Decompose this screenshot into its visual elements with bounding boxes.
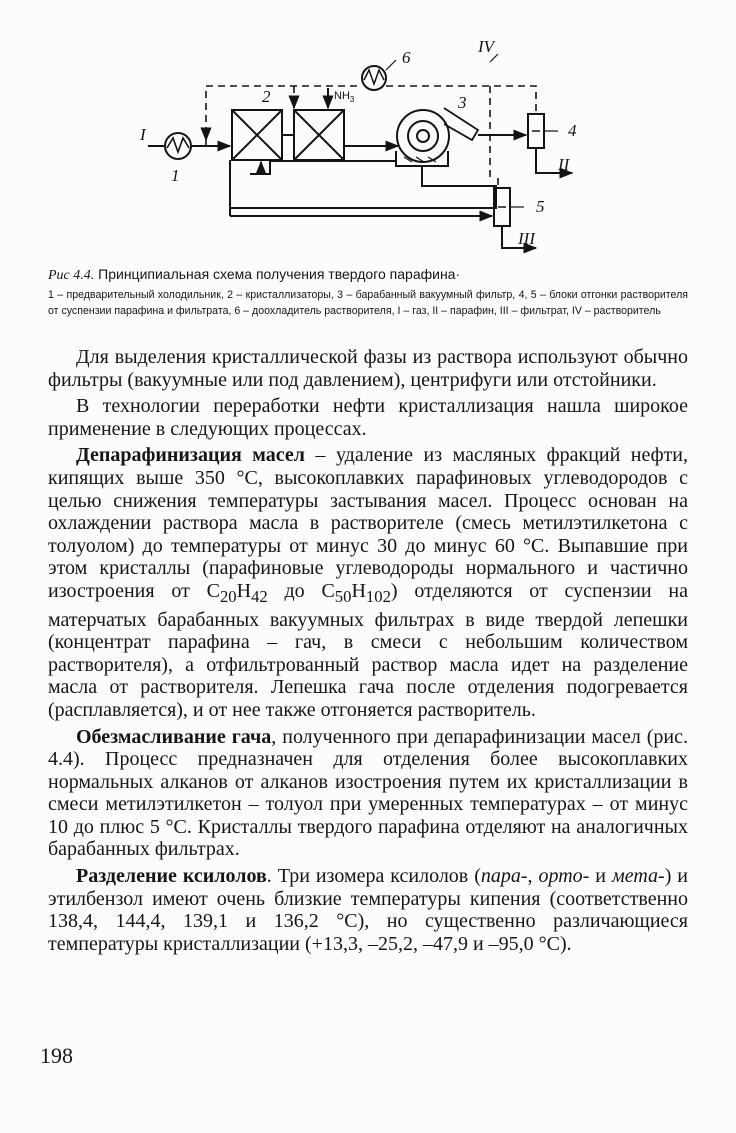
label-II: II — [558, 155, 570, 174]
p3-part-a: – удаление из масляных фракций нефти, кипящих выше 350 °С, высокоплавких парафиновых углеводородов с целью снижения температуры застывания масел. Процесс основан на охлаждении раствора масла в растворителе (смесь метилэтилкетона с толуолом) до температуры от минус 30 до минус 60 °С. Выпавшие при этом кристаллы (парафиновые углеводороды нормального и частично изостроения от — [48, 444, 688, 602]
term-xylene-separation: Разделение ксилолов — [76, 865, 267, 888]
recycle-line — [250, 161, 396, 174]
term-deoiling: Обезмасливание гача — [76, 725, 272, 748]
label-3: 3 — [458, 93, 467, 112]
figure-caption — [48, 265, 688, 319]
p3-mid: до — [267, 579, 322, 602]
p4-text: , полученного при депарафинизации масел (рис. 4.4). Процесс предназначен для отделения более высокоплавких нормальных алканов от алканов изостроения путем их кристаллизации в смеси метилэтилкетон – толуол при умеренных температурах – от минус 10 до плюс 5 °С. Кристаллы твердого парафина отделяют на аналогичных барабанных фильтрах. — [48, 725, 688, 861]
crystallizer-2b — [294, 110, 344, 160]
label-4: 4 — [568, 121, 577, 140]
caption-legend: 1 – предварительный холодильник, 2 – кристаллизаторы, 3 – барабанный вакуумный фильтр, 4, 5 – блоки отгонки растворителя от суспензии парафина и фильтрата, 6 – доохладитель растворителя, I – газ, II – парафин, III – фильтрат, IV – растворитель — [48, 289, 688, 317]
label-III: III — [518, 229, 535, 248]
label-6: 6 — [402, 48, 411, 67]
caption-title-text: Принципиальная схема получения твердого парафина· — [98, 266, 461, 282]
label-1: 1 — [171, 166, 180, 185]
process-diagram — [46, 36, 696, 268]
body-text — [48, 346, 688, 959]
paragraph-5: Разделение ксилолов. Три изомера ксилолов (пара-, орто- и мета-) и этилбензол имеют очень близкие температуры кипения (соответственно 138,4, 144,4, 139,1 и 136,2 °С), но существенно различающиеся температуры кристаллизации (+13,3, –25,2, –47,9 и –95,0 °С). — [48, 865, 689, 955]
solvent-stripper-4 — [528, 114, 558, 148]
paragraph-1: Для выделения кристаллической фазы из раствора используют обычно фильтры (вакуумные или под давлением), центрифуги или отстойники. — [48, 346, 688, 391]
label-2: 2 — [262, 87, 271, 106]
label-5: 5 — [536, 197, 545, 216]
paragraph-3 — [48, 444, 688, 721]
crystallizer-2a — [232, 110, 282, 160]
paragraph-4 — [48, 726, 688, 862]
p3-part-b: ) отделяются от суспензии на матерчатых барабанных вакуумных фильтрах в виде твердой лепешки (концентрат парафина – гач, в смеси с небольшим количеством растворителя), а отфильтрованный раствор масла идет на разделение масла от растворителя. Лепешка гача после отделения подогревается (расплавляется), и от нее также отгоняется растворитель. — [48, 579, 688, 721]
label-IV: IV — [478, 37, 495, 56]
label-nh3: $NH_3$ — [334, 90, 355, 104]
solvent-stripper-5 — [494, 188, 524, 226]
drum-vacuum-filter-3 — [396, 108, 478, 166]
caption-title — [48, 265, 688, 285]
term-dewaxing: Депарафинизация масел — [76, 444, 306, 467]
caption-label: Рис 4.4. — [48, 268, 95, 283]
page-number: 198 — [40, 1043, 73, 1068]
precooler-1 — [165, 133, 191, 159]
formula-c20h42: $C_{20}H_{42}$ — [206, 579, 268, 606]
label-I: I — [140, 125, 146, 144]
paragraph-2: В технологии переработки нефти кристаллизация нашла широкое применение в следующих процессах. — [48, 395, 688, 440]
formula-c50h102: $C_{50}H_{102}$ — [321, 579, 391, 606]
